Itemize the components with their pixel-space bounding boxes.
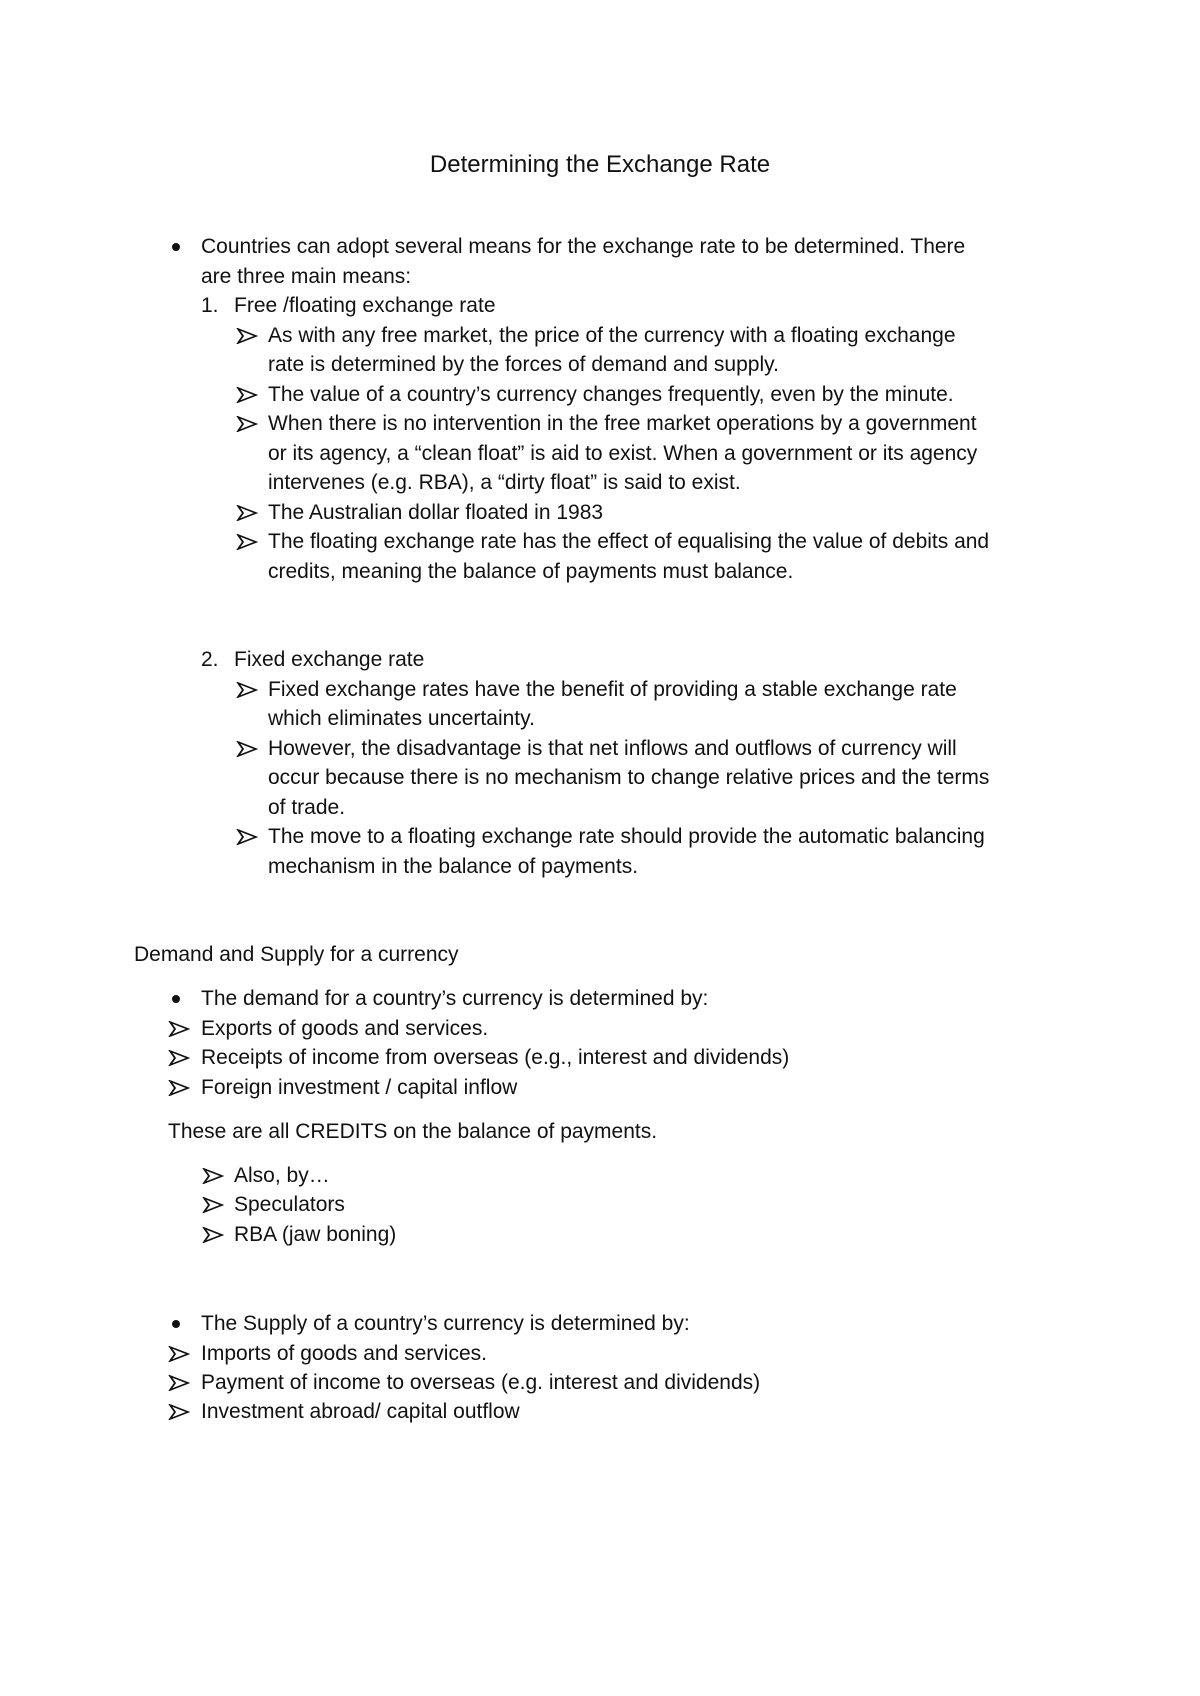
arrow-bullet-icon <box>236 829 258 845</box>
demand-intro: The demand for a country’s currency is determined by: <box>201 987 709 1010</box>
list-item: intervenes (e.g. RBA), a “dirty float” is said to exist. <box>268 471 741 494</box>
list-item: of trade. <box>268 796 346 819</box>
arrow-bullet-icon <box>168 1346 190 1362</box>
arrow-bullet-icon <box>168 1375 190 1391</box>
intro-line: Countries can adopt several means for the exchange rate to be determined. There <box>201 235 966 258</box>
list-item: Exports of goods and services. <box>201 1017 489 1040</box>
list-item: which eliminates uncertainty. <box>268 707 535 730</box>
bullet-icon <box>172 995 180 1003</box>
list-item: Receipts of income from overseas (e.g., interest and dividends) <box>201 1046 790 1069</box>
list-item: The move to a floating exchange rate should provide the automatic balancing <box>268 825 985 848</box>
list-item: or its agency, a “clean float” is aid to exist. When a government or its agency <box>268 442 978 465</box>
arrow-bullet-icon <box>202 1227 224 1243</box>
arrow-bullet-icon <box>168 1021 190 1037</box>
arrow-bullet-icon <box>236 741 258 757</box>
list-item: Also, by… <box>234 1164 330 1187</box>
section-heading-fixed: Fixed exchange rate <box>234 648 425 671</box>
list-item: RBA (jaw boning) <box>234 1223 397 1246</box>
arrow-bullet-icon <box>168 1404 190 1420</box>
arrow-bullet-icon <box>202 1197 224 1213</box>
section-heading-floating: Free /floating exchange rate <box>234 294 496 317</box>
arrow-bullet-icon <box>168 1050 190 1066</box>
list-number: 1. <box>201 294 219 317</box>
list-item: Fixed exchange rates have the benefit of providing a stable exchange rate <box>268 678 957 701</box>
arrow-bullet-icon <box>236 416 258 432</box>
list-item: The value of a country’s currency changes frequently, even by the minute. <box>268 383 954 406</box>
list-item: However, the disadvantage is that net inflows and outflows of currency will <box>268 737 957 760</box>
arrow-bullet-icon <box>236 387 258 403</box>
list-item: Investment abroad/ capital outflow <box>201 1400 520 1423</box>
list-item: When there is no intervention in the free market operations by a government <box>268 412 977 435</box>
page-title: Determining the Exchange Rate <box>429 151 771 178</box>
list-item: The floating exchange rate has the effect of equalising the value of debits and <box>268 530 990 553</box>
arrow-bullet-icon <box>168 1080 190 1096</box>
list-number: 2. <box>201 648 219 671</box>
list-item: Payment of income to overseas (e.g. interest and dividends) <box>201 1371 761 1394</box>
arrow-bullet-icon <box>202 1168 224 1184</box>
arrow-bullet-icon <box>236 682 258 698</box>
list-item: occur because there is no mechanism to change relative prices and the terms <box>268 766 990 789</box>
list-item: Imports of goods and services. <box>201 1342 487 1365</box>
arrow-bullet-icon <box>236 505 258 521</box>
list-item: Foreign investment / capital inflow <box>201 1076 518 1099</box>
list-item: The Australian dollar floated in 1983 <box>268 501 604 524</box>
bullet-icon <box>172 1320 180 1328</box>
credits-note: These are all CREDITS on the balance of payments. <box>168 1120 658 1143</box>
list-item: As with any free market, the price of the currency with a floating exchange <box>268 324 956 347</box>
list-item: credits, meaning the balance of payments must balance. <box>268 560 794 583</box>
arrow-bullet-icon <box>236 534 258 550</box>
list-item: rate is determined by the forces of demand and supply. <box>268 353 779 376</box>
list-item: mechanism in the balance of payments. <box>268 855 639 878</box>
bullet-icon <box>172 243 180 251</box>
arrow-bullet-icon <box>236 328 258 344</box>
section-heading-demand-supply: Demand and Supply for a currency <box>134 943 459 966</box>
supply-intro: The Supply of a country’s currency is determined by: <box>201 1312 690 1335</box>
list-item: Speculators <box>234 1193 345 1216</box>
intro-line: are three main means: <box>201 265 412 288</box>
